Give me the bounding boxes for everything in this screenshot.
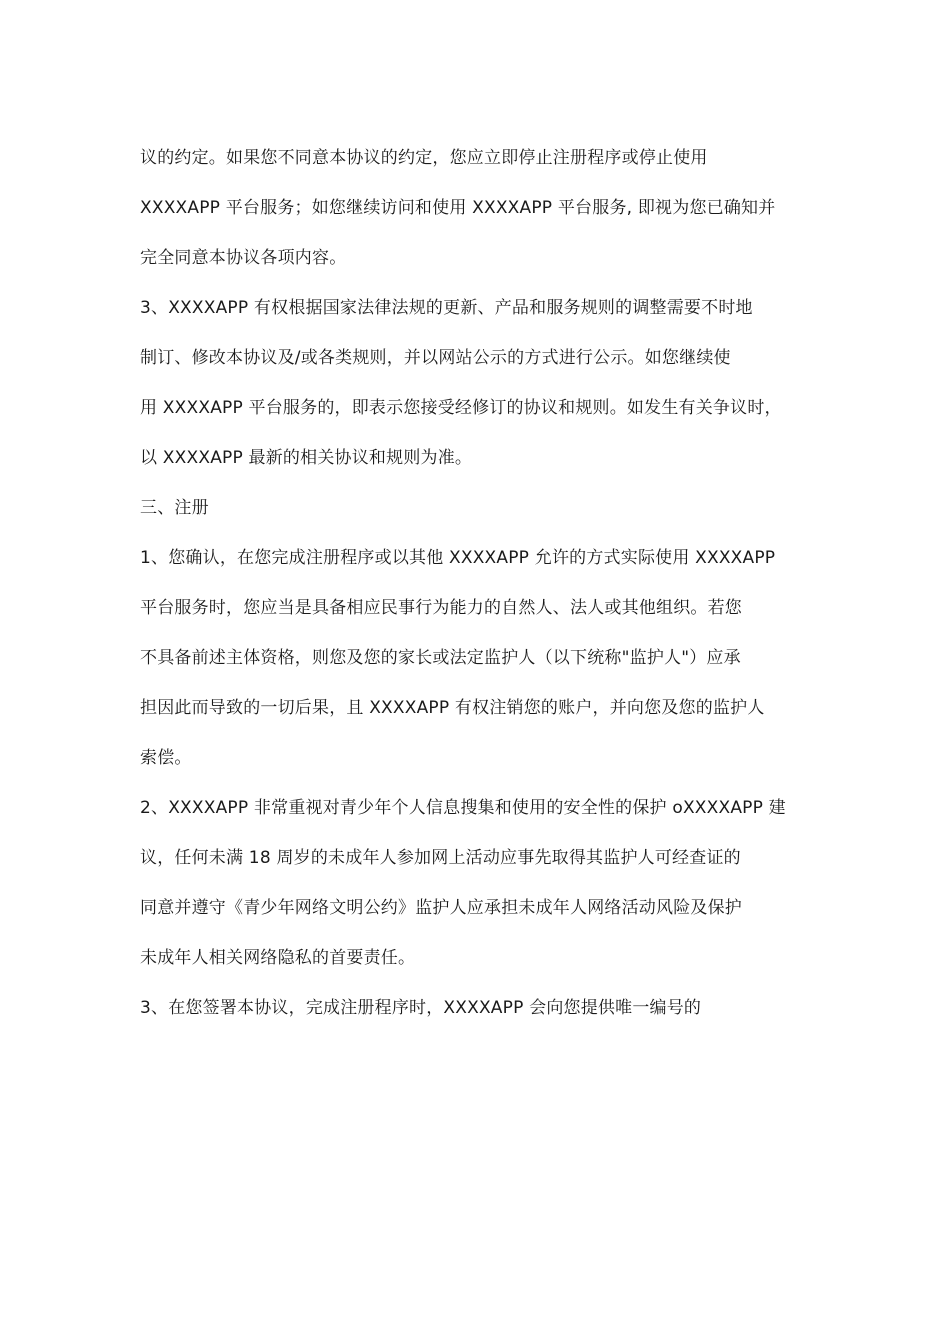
text-line: 担因此而导致的一切后果，且 XXXXAPP 有权注销您的账户，并向您及您的监护人: [140, 698, 765, 718]
text-line: 制订、修改本协议及/或各类规则，并以网站公示的方式进行公示。如您继续使: [140, 348, 731, 368]
text-line: 完全同意本协议各项内容。: [140, 248, 347, 268]
text-line: 以 XXXXAPP 最新的相关协议和规则为准。: [140, 448, 473, 468]
text-line: 同意并遵守《青少年网络文明公约》监护人应承担未成年人网络活动风险及保护: [140, 898, 742, 918]
text-line: 索偿。: [140, 748, 192, 768]
text-line: 3、XXXXAPP 有权根据国家法律法规的更新、产品和服务规则的调整需要不时地: [140, 298, 753, 318]
text-line: XXXXAPP 平台服务；如您继续访问和使用 XXXXAPP 平台服务, 即视为您已确知并: [140, 198, 776, 218]
text-line: 不具备前述主体资格，则您及您的家长或法定监护人（以下统称"监护人"）应承: [140, 648, 741, 668]
text-line: 平台服务时，您应当是具备相应民事行为能力的自然人、法人或其他组织。若您: [140, 598, 742, 618]
text-line: 议的约定。如果您不同意本协议的约定，您应立即停止注册程序或停止使用: [140, 148, 708, 168]
text-line: 1、您确认，在您完成注册程序或以其他 XXXXAPP 允许的方式实际使用 XXXXAPP: [140, 548, 776, 568]
text-line: 未成年人相关网络隐私的首要责任。: [140, 948, 416, 968]
text-line: 用 XXXXAPP 平台服务的，即表示您接受经修订的协议和规则。如发生有关争议时，: [140, 398, 782, 418]
text-line: 3、在您签署本协议，完成注册程序时，XXXXAPP 会向您提供唯一编号的: [140, 998, 702, 1018]
text-line: 2、XXXXAPP 非常重视对青少年个人信息搜集和使用的安全性的保护 oXXXXAPP 建: [140, 798, 786, 818]
text-line: 议，任何未满 18 周岁的未成年人参加网上活动应事先取得其监护人可经查证的: [140, 848, 741, 868]
section-heading: 三、注册: [140, 498, 209, 518]
